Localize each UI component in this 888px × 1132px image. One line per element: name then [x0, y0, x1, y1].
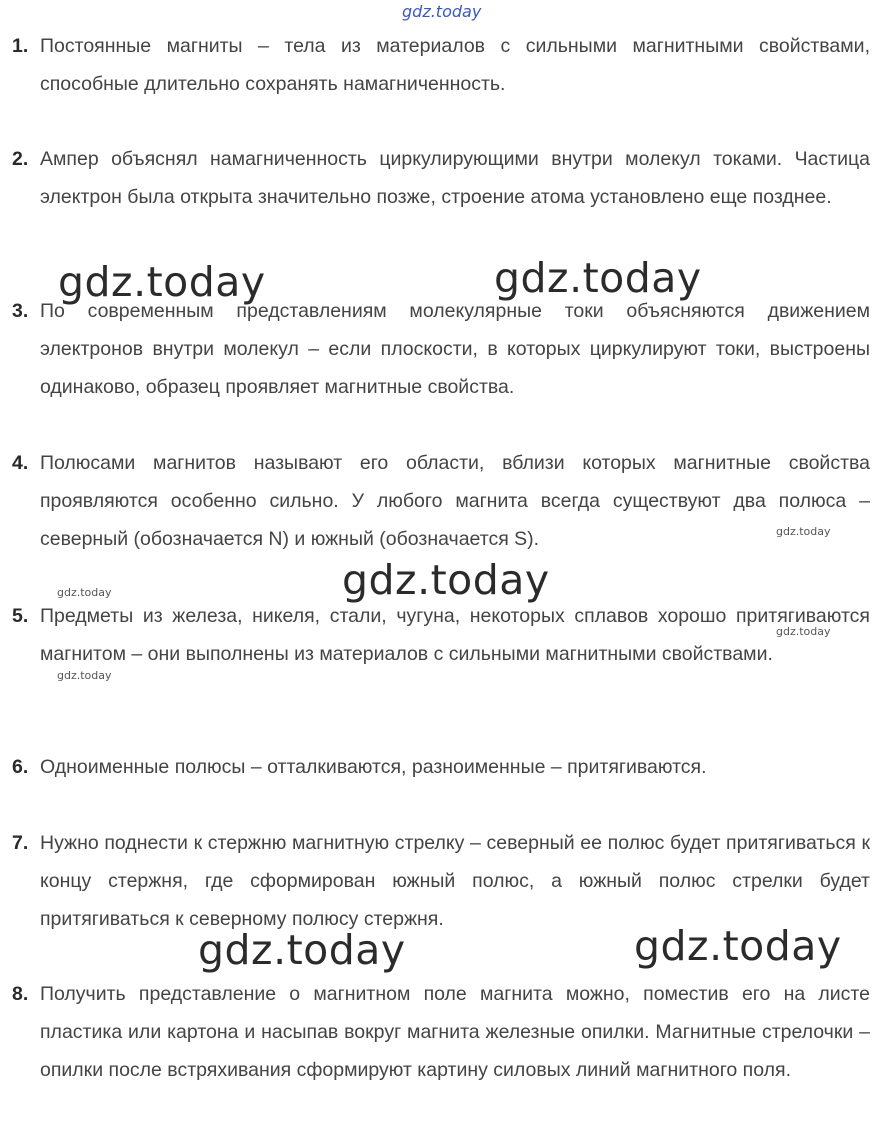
watermark-small: gdz.today — [57, 669, 112, 682]
answer-item-4 — [12, 444, 870, 558]
watermark-small: gdz.today — [57, 586, 112, 599]
item-text: Нужно поднести к стержню магнитную стрелку – северный ее полюс будет притягиваться к концу стержня, где сформирован южный полюс, а южный полюс стрелки будет притягиваться к северному полюсу стержня. — [40, 832, 870, 930]
item-number: 6. — [12, 756, 29, 778]
watermark-large: gdz.today — [634, 922, 842, 970]
answer-item-3 — [12, 292, 870, 406]
watermark-large: gdz.today — [198, 926, 406, 974]
item-number: 5. — [12, 605, 29, 627]
item-text: Предметы из железа, никеля, стали, чугуна, некоторых сплавов хорошо притягиваются магнитом – они выполнены из материалов с сильными магнитными свойствами. — [40, 605, 870, 665]
watermark-small: gdz.today — [776, 625, 831, 638]
item-number: 8. — [12, 983, 29, 1005]
item-text: Получить представление о магнитном поле магнита можно, поместив его на листе пластика или картона и насыпав вокруг магнита железные опилки. Магнитные стрелочки – опилки после встряхивания сформируют картину силовых линий магнитного поля. — [40, 983, 870, 1081]
watermark-large: gdz.today — [494, 254, 702, 302]
watermark-large: gdz.today — [58, 258, 266, 306]
item-number: 4. — [12, 452, 29, 474]
answer-item-5 — [12, 597, 870, 673]
item-number: 1. — [12, 35, 29, 57]
watermark-top: gdz.today — [402, 2, 482, 21]
item-text: Одноименные полюсы – отталкиваются, разноименные – притягиваются. — [40, 756, 707, 778]
answer-item-2 — [12, 140, 870, 216]
watermark-small: gdz.today — [776, 525, 831, 538]
item-text: Ампер объяснял намагниченность циркулирующими внутри молекул токами. Частица электрон была открыта значительно позже, строение атома установлено еще позднее. — [40, 148, 870, 208]
item-number: 3. — [12, 300, 29, 322]
watermark-large: gdz.today — [342, 556, 550, 604]
item-text: Полюсами магнитов называют его области, вблизи которых магнитные свойства проявляются особенно сильно. У любого магнита всегда существуют два полюса – северный (обозначается N) и южный (обозначается S). — [40, 452, 870, 550]
item-text: По современным представлениям молекулярные токи объясняются движением электронов внутри молекул – если плоскости, в которых циркулируют токи, выстроены одинаково, образец проявляет магнитные свойства. — [40, 300, 870, 398]
item-number: 7. — [12, 832, 29, 854]
answer-item-7 — [12, 824, 870, 938]
answer-item-8 — [12, 975, 870, 1089]
item-text: Постоянные магниты – тела из материалов с сильными магнитными свойствами, способные длительно сохранять намагниченность. — [40, 35, 870, 95]
answer-item-6 — [12, 748, 870, 786]
item-number: 2. — [12, 148, 29, 170]
answer-item-1 — [12, 27, 870, 103]
